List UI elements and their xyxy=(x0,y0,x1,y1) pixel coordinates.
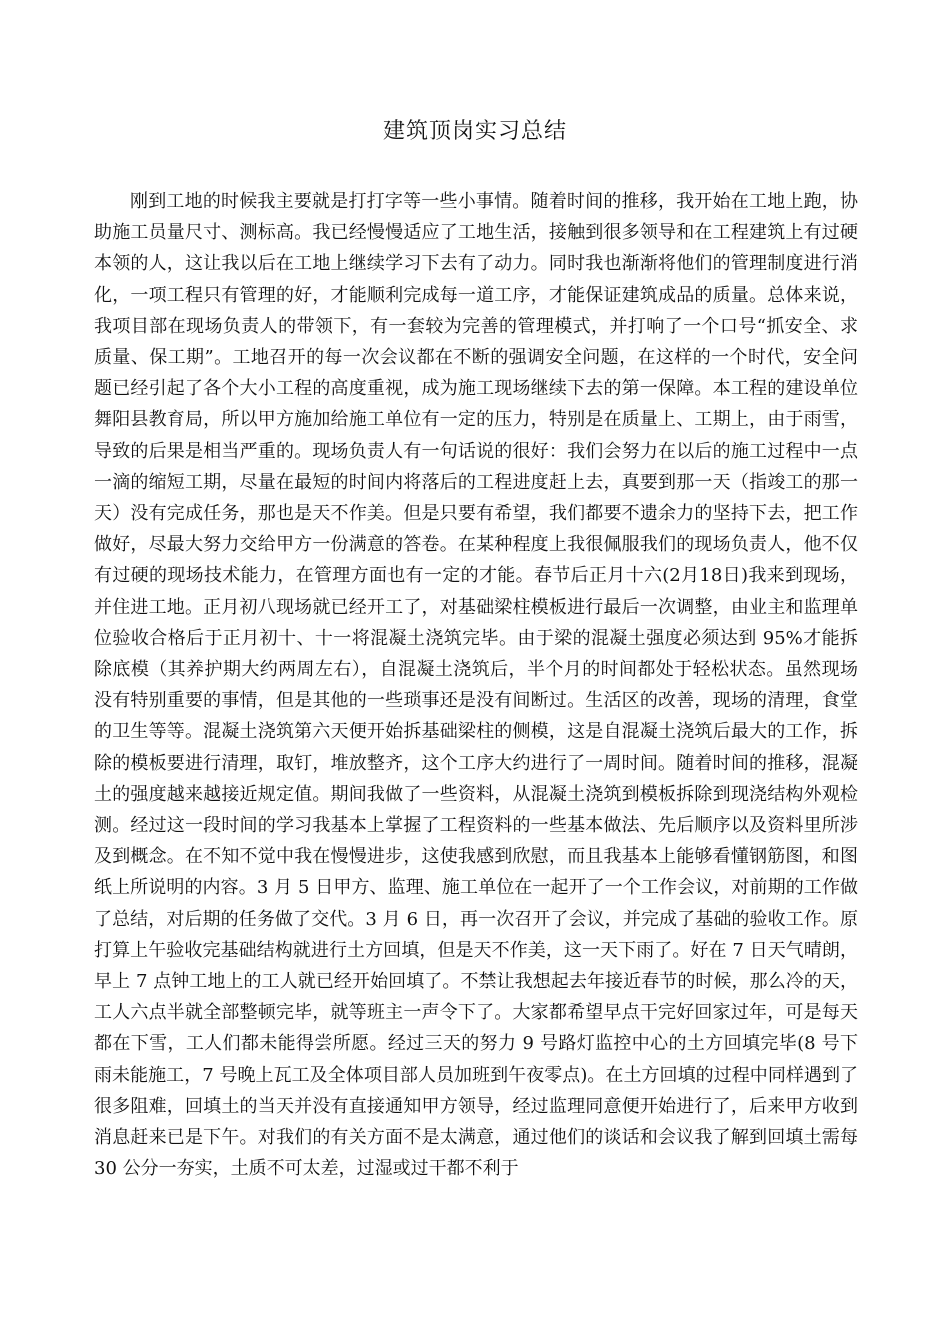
body-paragraph: 刚到工地的时候我主要就是打打字等一些小事情。随着时间的推移，我开始在工地上跑，协助施工员量尺寸、测标高。我已经慢慢适应了工地生活，接触到很多领导和在工程建筑上有过硬本领的人，这让我以后在工地上继续学习下去有了动力。同时我也渐渐将他们的管理制度进行消化，一项工程只有管理的好，才能顺利完成每一道工序，才能保证建筑成品的质量。总体来说，我项目部在现场负责人的带领下，有一套较为完善的管理模式，并打响了一个口号“抓安全、求质量、保工期”。工地召开的每一次会议都在不断的强调安全问题，在这样的一个时代，安全问题已经引起了各个大小工程的高度重视，成为施工现场继续下去的第一保障。本工程的建设单位舞阳县教育局，所以甲方施加给施工单位有一定的压力，特别是在质量上、工期上，由于雨雪，导致的后果是相当严重的。现场负责人有一句话说的很好：我们会努力在以后的施工过程中一点一滴的缩短工期，尽量在最短的时间内将落后的工程进度赶上去，真要到那一天（指竣工的那一天）没有完成任务，那也是天不作美。但是只要有希望，我们都要不遗余力的坚持下去，把工作做好，尽最大努力交给甲方一份满意的答卷。在某种程度上我很佩服我们的现场负责人，他不仅有过硬的现场技术能力，在管理方面也有一定的才能。春节后正月十六(2月18日)我来到现场，并住进工地。正月初八现场就已经开工了，对基础梁柱模板进行最后一次调整，由业主和监理单位验收合格后于正月初十、十一将混凝土浇筑完毕。由于梁的混凝土强度必须达到 95%才能拆除底模（其养护期大约两周左右），自混凝土浇筑后，半个月的时间都处于轻松状态。虽然现场没有特别重要的事情，但是其他的一些琐事还是没有间断过。生活区的改善，现场的清理，食堂的卫生等等。混凝土浇筑第六天便开始拆基础梁柱的侧模，这是自混凝土浇筑后最大的工作，拆除的模板要进行清理，取钉，堆放整齐，这个工序大约进行了一周时间。随着时间的推移，混凝土的强度越来越接近规定值。期间我做了一些资料，从混凝土浇筑到模板拆除到现浇结构外观检测。经过这一段时间的学习我基本上掌握了工程资料的一些基本做法、先后顺序以及资料里所涉及到概念。在不知不觉中我在慢慢进步，这使我感到欣慰，而且我基本上能够看懂钢筋图，和图纸上所说明的内容。3 月 5 日甲方、监理、施工单位在一起开了一个工作会议，对前期的工作做了总结，对后期的任务做了交代。3 月 6 日，再一次召开了会议，并完成了基础的验收工作。原打算上午验收完基础结构就进行土方回填，但是天不作美，这一天下雨了。好在 7 日天气晴朗，早上 7 点钟工地上的工人就已经开始回填了。不禁让我想起去年接近春节的时候，那么冷的天，工人六点半就全部整顿完毕，就等班主一声令下了。大家都希望早点干完好回家过年，可是每天都在下雪，工人们都未能得尝所愿。经过三天的努力 9 号路灯监控中心的土方回填完毕(8 号下雨未能施工，7 号晚上瓦工及全体项目部人员加班到午夜零点)。在土方回填的过程中同样遇到了很多阻难，回填土的当天并没有直接通知甲方领导，经过监理同意便开始进行了，后来甲方收到消息赶来已是下午。对我们的有关方面不是太满意，通过他们的谈话和会议我了解到回填土需每 30 公分一夯实，土质不可太差，过湿或过干都不利于 xyxy=(94,191,858,1180)
document-title: 建筑顶岗实习总结 xyxy=(382,119,567,144)
